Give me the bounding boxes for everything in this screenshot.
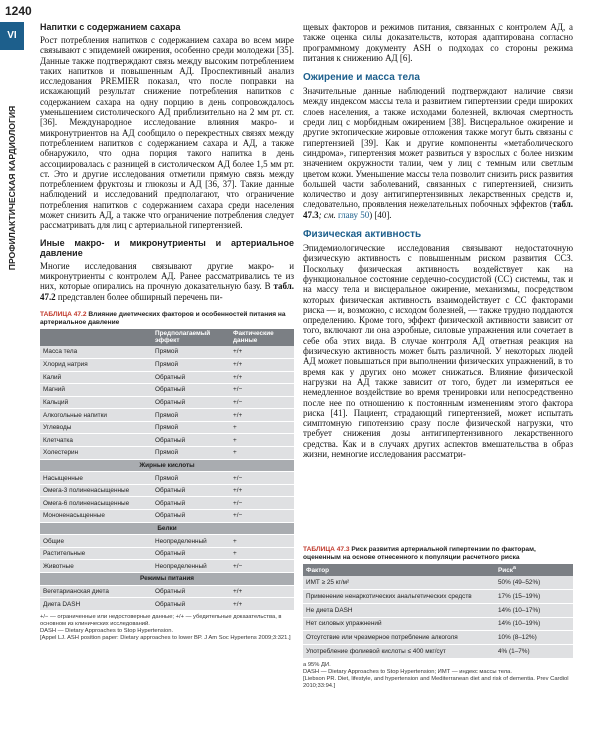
page-number: 1240 [5, 4, 32, 18]
table-cell-effect: Неопределенный [152, 535, 230, 548]
table-47-2-number: ТАБЛИЦА 47.2 [40, 310, 87, 318]
table-47-2-reference[interactable]: табл. 47.2 [40, 281, 295, 302]
table-cell-risk: 17% (15–19%) [495, 589, 573, 603]
table-cell-data: + [230, 447, 294, 460]
table-cell-risk: 10% (8–12%) [495, 631, 573, 645]
table-cell-risk: 14% (10–17%) [495, 603, 573, 617]
table-row [303, 617, 573, 631]
table-47-3-body [303, 576, 573, 659]
table-row [40, 535, 294, 548]
table-cell-effect: Прямой [152, 447, 230, 460]
table-cell-data: + [230, 535, 294, 548]
table-row [40, 585, 294, 598]
table-47-3-footnotes [303, 662, 573, 690]
table-47-2-header-effect: Предполагаемый эффект [152, 329, 230, 346]
table-cell-effect: Прямой [152, 472, 230, 485]
table-47-3-header-factor: Фактор [303, 564, 495, 576]
table-subheader-cell: Режимы питания [40, 573, 294, 586]
table-cell-factor: ИМТ ≥ 25 кг/м² [303, 576, 495, 590]
heading-physical-activity: Физическая активность [303, 229, 422, 241]
paragraph-obesity [303, 86, 573, 220]
table-47-2 [40, 311, 294, 642]
table-cell-data: + [230, 421, 294, 434]
table-row [40, 497, 294, 510]
table-cell-data: +/− [230, 510, 294, 523]
table-47-3-reference[interactable]: табл. 47.3 [303, 199, 573, 220]
section-marker: VI [0, 22, 24, 50]
table-cell-factor: Углеводы [40, 421, 152, 434]
table-cell-data: +/+ [230, 598, 294, 611]
table-row [40, 598, 294, 611]
side-running-head [4, 58, 20, 318]
table-row [303, 576, 573, 590]
heading-macronutrients: Иные макро- и микронутриенты и артериальное давление [40, 237, 294, 258]
table-row [40, 396, 294, 409]
table-cell-data: +/− [230, 497, 294, 510]
table-47-3-footnote: [Liebson PR. Diet, lifestyle, and hypertension and Mediterranean diet and risk of dementia. Prev Cardiol 2010;33:94.] [303, 675, 569, 689]
table-cell-data: +/+ [230, 484, 294, 497]
table-cell-factor: Употребление фолиевой кислоты ≤ 400 мкг/сут [303, 645, 495, 659]
table-47-2-header-data: Фактические данные [230, 329, 294, 346]
table-47-3-header-risk-sup: а [512, 565, 516, 571]
table-cell-effect: Прямой [152, 409, 230, 422]
table-cell-factor: Омега-3 полиненасыщенные [40, 484, 152, 497]
table-cell-effect: Обратный [152, 396, 230, 409]
table-47-3-footnote: DASH — Dietary Approaches to Stop Hypertension; ИМТ — индекс массы тела. [303, 668, 513, 675]
table-cell-factor: Отсутствие или чрезмерное потребление алкоголя [303, 631, 495, 645]
table-cell-factor: Клетчатка [40, 434, 152, 447]
table-row [40, 547, 294, 560]
table-cell-factor: Применение ненаркотических анальгетических средств [303, 589, 495, 603]
table-cell-effect: Обратный [152, 371, 230, 384]
table-cell-factor: Алкогольные напитки [40, 409, 152, 422]
table-47-2-header-factor [40, 329, 152, 346]
table-row [303, 603, 573, 617]
table-cell-factor: Общие [40, 535, 152, 548]
table-47-3-caption [303, 546, 573, 562]
table-cell-factor: Хлорид натрия [40, 358, 152, 371]
table-cell-data: +/− [230, 560, 294, 573]
table-row [40, 484, 294, 497]
table-47-3-header-risk-label: Риск [498, 567, 513, 575]
chapter-50-link[interactable]: главу 50 [338, 209, 370, 220]
table-47-3-title: Риск развития артериальной гипертензии по факторам, оцененным на основе отнесенного к популяции расчетного риска [303, 546, 536, 561]
paragraph-macronutrients [40, 261, 294, 302]
table-cell-effect: Прямой [152, 421, 230, 434]
table-cell-data: + [230, 547, 294, 560]
table-subheader-row [40, 573, 294, 586]
paragraph-obesity-see: ; см. [318, 209, 336, 220]
table-cell-data: + [230, 434, 294, 447]
table-cell-effect: Обратный [152, 547, 230, 560]
table-47-2-body [40, 346, 294, 610]
table-cell-effect: Прямой [152, 358, 230, 371]
table-cell-data: +/− [230, 396, 294, 409]
table-cell-effect: Обратный [152, 497, 230, 510]
table-cell-factor: Калий [40, 371, 152, 384]
table-cell-factor: Магний [40, 384, 152, 397]
table-row [40, 434, 294, 447]
table-cell-factor: Омега-6 полиненасыщенные [40, 497, 152, 510]
table-cell-data: +/+ [230, 371, 294, 384]
table-cell-effect: Обратный [152, 510, 230, 523]
table-47-3-footnote: а 95% ДИ. [303, 661, 331, 668]
table-cell-factor: Кальций [40, 396, 152, 409]
table-row [40, 358, 294, 371]
table-47-2-footnote: [Appel LJ. ASH position paper: Dietary approaches to lower BP. J Am Soc Hypertens 2009;3:321.] [40, 634, 291, 641]
table-47-2-footnotes [40, 614, 294, 642]
paragraph-continued: щевых факторов и режимов питания, связанных с контролем АД, а также оценка силы доказательств, которая адаптирована согласно программному документу ASH о подходах со стороны режима питания к снижению АД [6]. [303, 22, 573, 63]
table-row [40, 421, 294, 434]
table-cell-effect: Обратный [152, 585, 230, 598]
table-cell-data: +/+ [230, 409, 294, 422]
table-cell-data: +/− [230, 472, 294, 485]
table-47-2-caption [40, 311, 294, 327]
table-subheader-row [40, 522, 294, 535]
table-subheader-cell: Белки [40, 522, 294, 535]
table-subheader-cell: Жирные кислоты [40, 459, 294, 472]
table-47-3 [303, 546, 573, 690]
table-47-2-title: Влияние диетических факторов и особенностей питания на артериальное давление [40, 310, 286, 326]
paragraph-physical-activity: Эпидемиологические исследования связывают недостаточную физическую активность с повышенным риском развития ССЗ. Поскольку физическая активность воздействует как на функциональное состояние сердечно-сосудистой (СС) системы, так и на массу тела и висцеральное ожирение, механизмы, посредством которых физическая активность взаимодействует с СС факторами риска — и, возможно, с исходом болезней, — также трудно поддаются определению. Кроме того, эффект физической активности зависит от того, включают ли она аэробные, силовые упражнения или сочетает в себе оба этих вида. В случае контроля АД ответная реакция на физическую активность может быть различной. У некоторых людей АД может повышаться при выполнении физических упражнений, в то время как у других оно может снижаться. Влияние физической нагрузки на АД также зависит от того, будет ли измеряться ее немедленное воздействие во время тренировки или непосредственно после нее по отношению к постоянным изменениям этого фактора риска [41]. Пациент, страдающий гипертензией, может испытать симптомную гипотензию сразу после физической нагрузки, что требует снижения дозы антигипертензивного лекарственного средства. Как и в случаях других аспектов вмешательства в образ жизни, немногие исследования рассматри- [303, 243, 573, 459]
table-cell-risk: 50% (49–52%) [495, 576, 573, 590]
table-47-2-footnote: +/− — ограниченные или недостоверные данные; +/+ — убедительные доказательства, в основном из клинических исследований. [40, 613, 282, 627]
heading-obesity: Ожирение и масса тела [303, 72, 420, 84]
table-cell-effect: Прямой [152, 346, 230, 359]
table-row [303, 631, 573, 645]
table-cell-effect: Обратный [152, 484, 230, 497]
heading-sugar-drinks: Напитки с содержанием сахара [40, 22, 181, 32]
table-row [40, 371, 294, 384]
table-cell-factor: Вегетарианская диета [40, 585, 152, 598]
table-row [40, 384, 294, 397]
table-cell-factor: Холестерин [40, 447, 152, 460]
table-cell-factor: Не диета DASH [303, 603, 495, 617]
table-cell-effect: Обратный [152, 384, 230, 397]
table-cell-factor: Растительные [40, 547, 152, 560]
table-cell-data: +/− [230, 384, 294, 397]
table-cell-effect: Обратный [152, 434, 230, 447]
table-47-3-header-risk [495, 564, 573, 576]
table-row [40, 346, 294, 359]
table-cell-risk: 4% (1–7%) [495, 645, 573, 659]
table-cell-effect: Неопределенный [152, 560, 230, 573]
table-row [40, 472, 294, 485]
table-cell-risk: 14% (10–19%) [495, 617, 573, 631]
table-47-2-grid [40, 329, 294, 611]
table-cell-factor: Диета DASH [40, 598, 152, 611]
table-47-3-number: ТАБЛИЦА 47.3 [303, 546, 350, 553]
table-row [40, 560, 294, 573]
paragraph-obesity-end: ) [40]. [369, 209, 392, 220]
table-subheader-row [40, 459, 294, 472]
table-cell-effect: Обратный [152, 598, 230, 611]
right-column [303, 22, 573, 689]
table-cell-factor: Нет силовых упражнений [303, 617, 495, 631]
table-47-2-footnote: DASH — Dietary Approaches to Stop Hypertension. [40, 627, 174, 634]
table-47-3-grid [303, 564, 573, 659]
table-row [303, 645, 573, 659]
table-cell-factor: Насыщенные [40, 472, 152, 485]
table-row [40, 447, 294, 460]
table-row [40, 510, 294, 523]
table-cell-data: +/+ [230, 346, 294, 359]
table-cell-factor: Животные [40, 560, 152, 573]
table-row [303, 589, 573, 603]
paragraph-obesity-text-a: Значительные данные наблюдений подтверждают наличие связи между индексом массы тела и развитием гипертензии среди широких слоев населения, а также исходами болезней, включая смертность среди лиц с морбидным ожирением [38]. Висцеральное ожирение и другие эктопические жировые отложения также могут быть связаны с гипертензией [39]. Как и другие компоненты «метаболического синдрома», гипертензия может развиться у взрослых с более низким значением окружности талии, чем у лиц с темным или светлым цветом кожи. Уменьшение массы тела позволит снизить риск развития большей части заболеваний, связанных с гипертензией, снизить количество и дозу антигипертензивных лекарственных средств и, следовательно, проявления нежелательных побочных эффектов ( [303, 86, 573, 210]
paragraph-macronutrients-text-a: Многие исследования связывают другие макро- и микронутриенты с контролем АД. Ранее рассматривались те из них, которые опирались на прочную доказательную базу. В [40, 260, 294, 292]
left-column [40, 22, 294, 642]
side-running-head-text: ПРОФИЛАКТИЧЕСКАЯ КАРДИОЛОГИЯ [7, 105, 17, 271]
table-row [40, 409, 294, 422]
paragraph-macronutrients-text-b: представлен более обширный перечень пи- [57, 291, 223, 302]
table-cell-factor: Масса тела [40, 346, 152, 359]
table-cell-data: +/+ [230, 585, 294, 598]
table-cell-factor: Мононенасыщенные [40, 510, 152, 523]
table-cell-data: +/+ [230, 358, 294, 371]
paragraph-sugar-drinks: Рост потребления напитков с содержанием сахара во всем мире связывают с эпидемией ожирения, особенно среди молодежи [35]. Данные также подтверждают связь между высоким потреблением таких напитков и повышенным АД. Проспективный анализ исследования PREMIER показал, что после поправки на искажающий результат снижение потребления напитков с содержанием сахара на одну порцию в день сопровождалось уменьшением систолического АД приблизительно на 2 мм рт. ст. [36]. Международное исследование влияния макро- и микронутриентов на АД сообщило о перекрестных связях между потреблением напитков с содержанием сахара и АД, а также обнаружило, что одна порция такого напитка в день ассоциировалась с разницей в систолическом АД более 1,5 мм рт. ст. Это и другие исследования отметили прямую связь между потреблением фруктозы и глюкозы и АД [36, 37]. Такие данные наблюдений и исследований предполагают, что ограничение потребления напитков с содержанием сахара среди населения может снизить АД, а также что ограничение потребления следует рассматривать для лиц с артериальной гипертензией. [40, 35, 294, 231]
